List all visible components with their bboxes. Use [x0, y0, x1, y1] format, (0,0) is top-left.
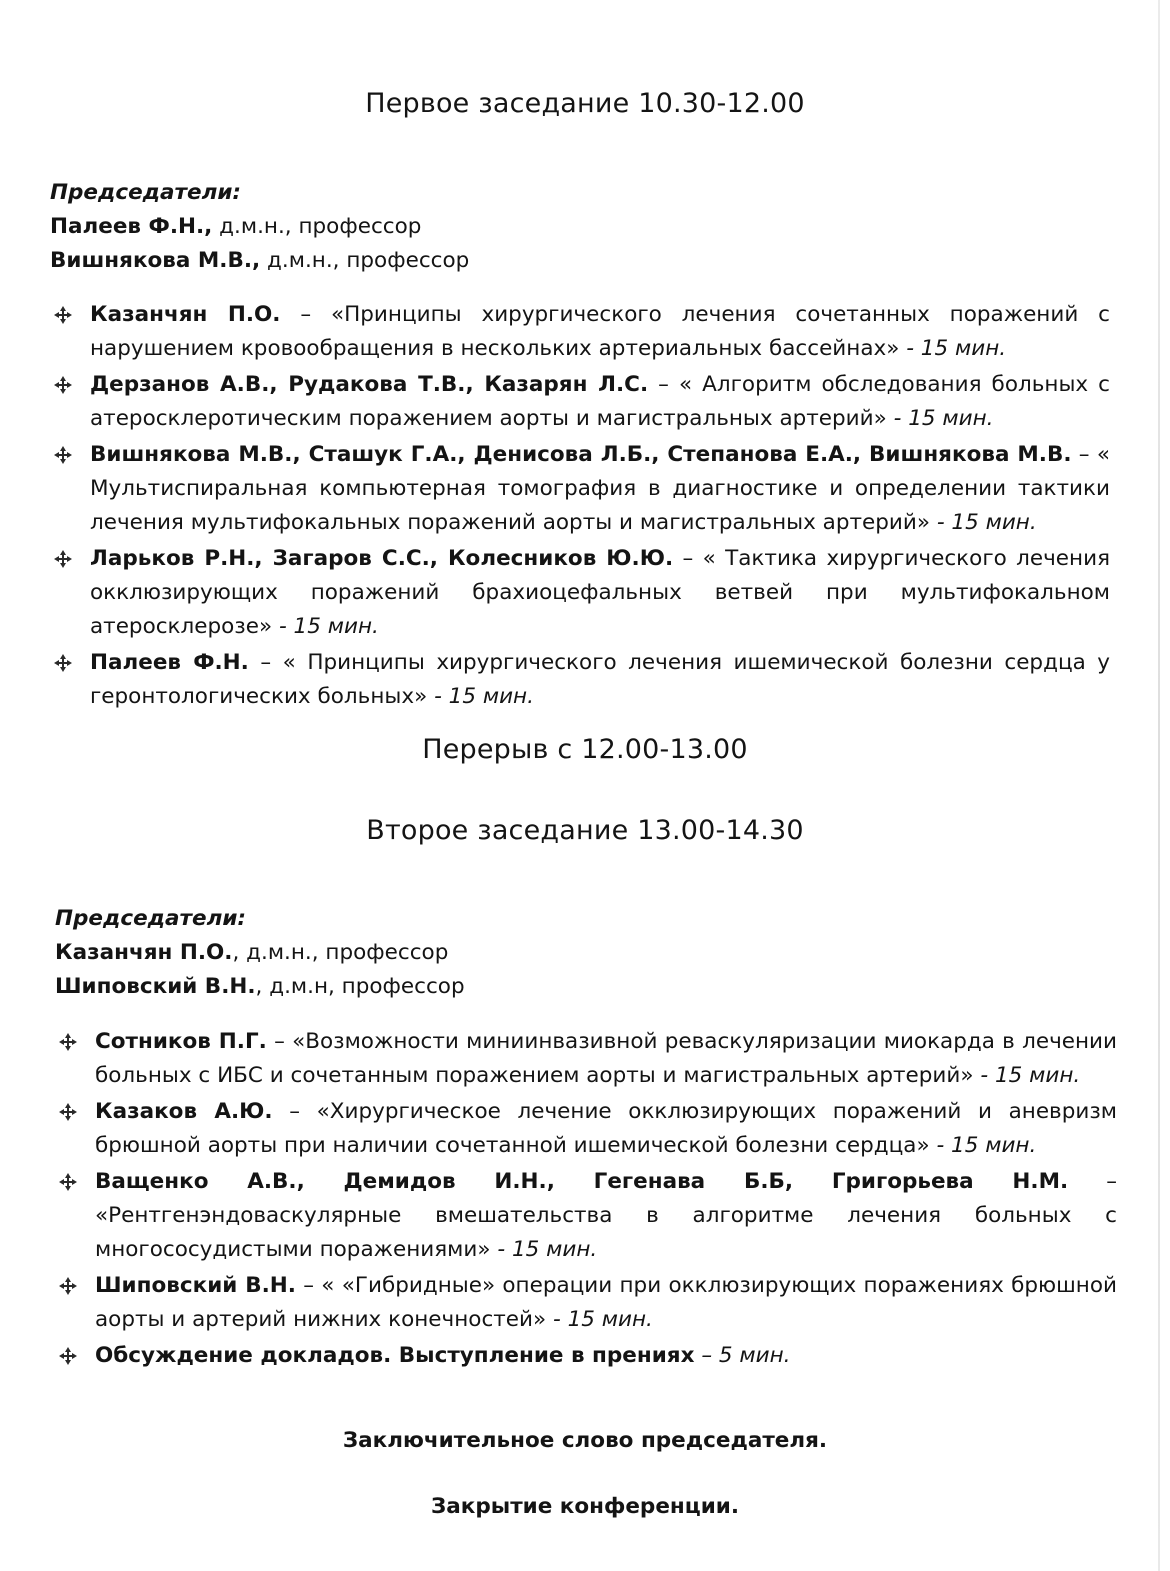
talk-duration: – 5 мин. — [701, 1343, 791, 1368]
session1-chairs — [50, 176, 469, 278]
talk-item — [50, 368, 1110, 436]
four-arrows-bullet-icon — [59, 1277, 77, 1295]
talk-title: – «Возможности миниинвазивной реваскуляризации миокарда в лечении больных с ИБС и сочетанным поражением аорты и магистральных артерий» — [95, 1029, 1117, 1088]
session1-talks — [50, 298, 1110, 716]
session2-chair — [55, 970, 465, 1004]
talk-authors: Вишнякова М.В., Сташук Г.А., Денисова Л.Б., Степанова Е.А., Вишнякова М.В. — [90, 442, 1072, 467]
break-title: Перерыв с 12.00-13.00 — [422, 734, 748, 765]
chair-name: Вишнякова М.В., — [50, 248, 261, 273]
talk-title: – «Рентгенэндоваскулярные вмешательства в алгоритме лечения больных с многососудистыми поражениями» — [95, 1169, 1117, 1262]
talk-item — [55, 1165, 1117, 1267]
four-arrows-bullet-icon — [54, 654, 72, 672]
talk-duration: - 15 мин. — [906, 336, 1007, 361]
session2-title: Второе заседание 13.00-14.30 — [366, 815, 804, 846]
talk-item — [55, 1339, 1117, 1373]
talk-title: – « Мультиспиральная компьютерная томография в диагностике и определении тактики лечения мультифокальных поражений аорты и магистральных артерий» — [90, 442, 1110, 535]
session2-chairs — [55, 902, 465, 1004]
talk-duration: - 15 мин. — [497, 1237, 598, 1262]
chair-name: Палеев Ф.Н., — [50, 214, 213, 239]
talk-title: – «Принципы хирургического лечения сочетанных поражений с нарушением кровообращения в нескольких артериальных бассейнах» — [90, 302, 1110, 361]
four-arrows-bullet-icon — [54, 446, 72, 464]
chair-degree: , д.м.н., профессор — [232, 940, 449, 965]
talk-item — [50, 542, 1110, 644]
session2-chairs-heading: Председатели: — [55, 906, 246, 931]
talk-authors: Казанчян П.О. — [90, 302, 281, 327]
talk-duration: - 15 мин. — [980, 1063, 1081, 1088]
chair-degree: д.м.н., профессор — [212, 214, 422, 239]
talk-item — [55, 1269, 1117, 1337]
talk-item — [50, 438, 1110, 540]
chair-name: Казанчян П.О. — [55, 940, 233, 965]
conference-closing: Закрытие конференции. — [431, 1494, 739, 1519]
talk-duration: - 15 мин. — [552, 1307, 653, 1332]
talk-item — [55, 1025, 1117, 1093]
chair-name: Шиповский В.Н. — [55, 974, 256, 999]
four-arrows-bullet-icon — [59, 1103, 77, 1121]
session1-title: Первое заседание 10.30-12.00 — [365, 88, 805, 119]
talk-item — [50, 646, 1110, 714]
talk-authors: Ващенко А.В., Демидов И.Н., Гегенава Б.Б, Григорьева Н.М. — [95, 1169, 1069, 1194]
chair-closing-remarks: Заключительное слово председателя. — [342, 1428, 828, 1453]
talk-authors: Обсуждение докладов. Выступление в прениях — [95, 1343, 695, 1368]
talk-item — [50, 298, 1110, 366]
session1-chairs-heading: Председатели: — [50, 180, 241, 205]
session1-chair — [50, 210, 469, 244]
session1-chair — [50, 244, 469, 278]
talk-authors: Палеев Ф.Н. — [90, 650, 249, 675]
talk-authors: Казаков А.Ю. — [95, 1099, 273, 1124]
chair-degree: д.м.н., профессор — [260, 248, 470, 273]
talk-title: – «Хирургическое лечение окклюзирующих поражений и аневризм брюшной аорты при наличии сочетанной ишемической болезни сердца» — [95, 1099, 1118, 1158]
talk-duration: - 15 мин. — [893, 406, 994, 431]
four-arrows-bullet-icon — [59, 1033, 77, 1051]
talk-duration: - 15 мин. — [278, 614, 379, 639]
talk-title: – « «Гибридные» операции при окклюзирующих поражениях брюшной аорты и артерий нижних конечностей» — [95, 1273, 1117, 1332]
four-arrows-bullet-icon — [59, 1347, 77, 1365]
four-arrows-bullet-icon — [54, 376, 72, 394]
talk-authors: Ларьков Р.Н., Загаров С.С., Колесников Ю.Ю. — [90, 546, 674, 571]
talk-duration: - 15 мин. — [936, 1133, 1037, 1158]
scan-edge-shadow — [1158, 0, 1160, 1571]
four-arrows-bullet-icon — [59, 1173, 77, 1191]
chair-degree: , д.м.н, профессор — [255, 974, 465, 999]
session2-talks — [55, 1025, 1117, 1375]
talk-duration: - 15 мин. — [434, 684, 534, 709]
talk-title: – « Алгоритм обследования больных с атеросклеротическим поражением аорты и магистральных артерий» — [90, 372, 1111, 431]
talk-authors: Шиповский В.Н. — [95, 1273, 296, 1298]
four-arrows-bullet-icon — [54, 550, 72, 568]
talk-authors: Дерзанов А.В., Рудакова Т.В., Казарян Л.С. — [90, 372, 649, 397]
talk-title: – « Принципы хирургического лечения ишемической болезни сердца у геронтологических больных» — [90, 650, 1110, 709]
talk-duration: - 15 мин. — [936, 510, 1037, 535]
session2-chair — [55, 936, 465, 970]
four-arrows-bullet-icon — [54, 306, 72, 324]
talk-authors: Сотников П.Г. — [95, 1029, 267, 1054]
talk-item — [55, 1095, 1117, 1163]
talk-title: – « Тактика хирургического лечения окклюзирующих поражений брахиоцефальных ветвей при мультифокальном атеросклерозе» — [90, 546, 1110, 639]
